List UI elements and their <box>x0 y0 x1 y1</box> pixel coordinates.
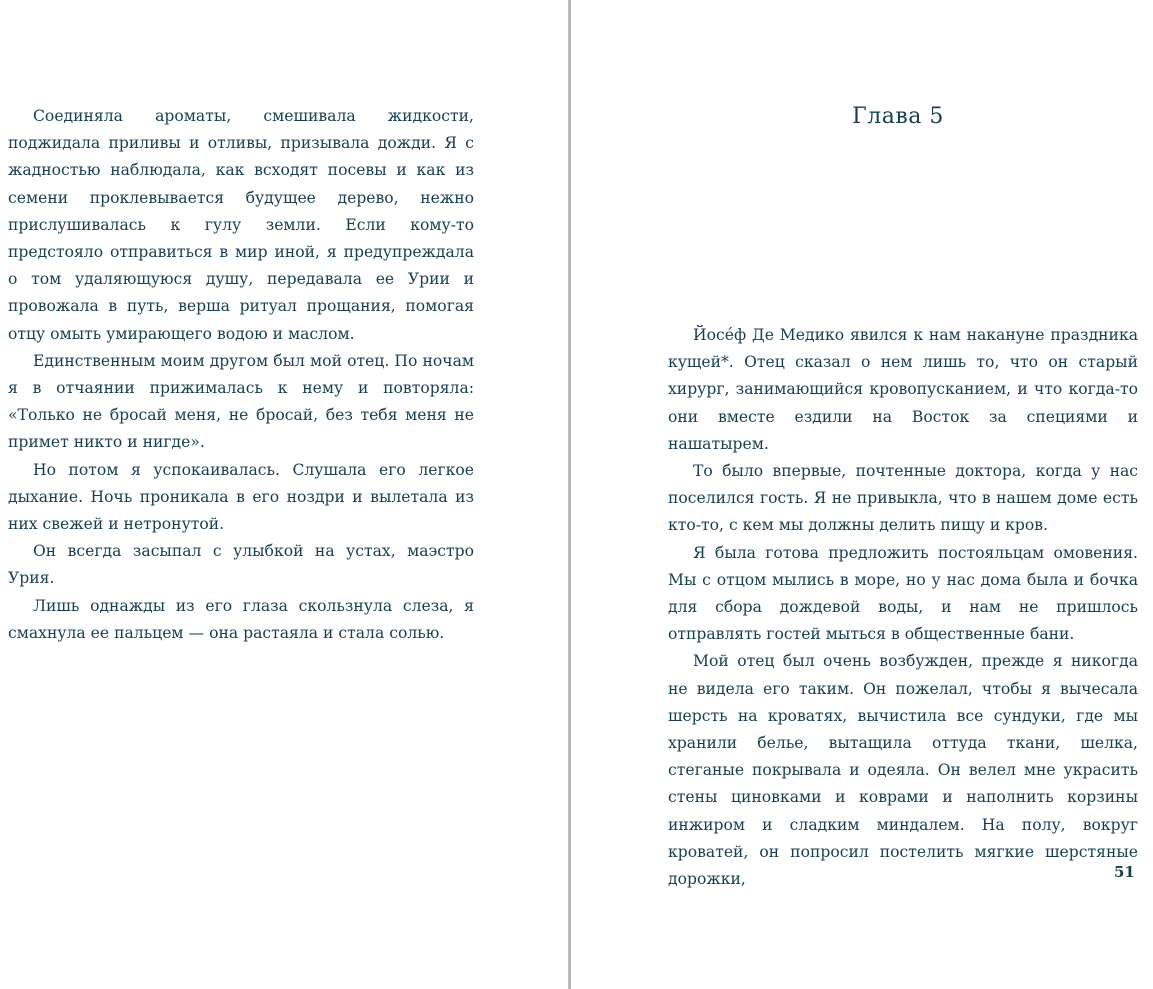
page-number: 51 <box>1114 863 1135 881</box>
paragraph: Йосéф Де Медико явился к нам накануне праздника кущей*. Отец сказал о нем лишь то, что он старый хирург, занимающийся кровопусканием, и что когда-то они вместе ездили на Восток за специями и нашатырем. <box>668 326 1138 453</box>
left-page <box>0 0 569 989</box>
paragraph: Но потом я успокаивалась. Слушала его легкое дыхание. Ночь проникала в его ноздри и вылетала из них свежей и нетронутой. <box>8 460 474 534</box>
paragraph: Единственным моим другом был мой отец. По ночам я в отчаянии прижималась к нему и повторяла: «Только не бросай меня, не бросай, без тебя меня не примет никто и нигде». <box>8 351 474 452</box>
right-page-text <box>668 322 1138 893</box>
paragraph: То было впервые, почтенные доктора, когда у нас поселился гость. Я не привыкла, что в нашем доме есть кто-то, с кем мы должны делить пищу и кров. <box>668 462 1138 535</box>
page-gutter-divider <box>568 0 571 989</box>
paragraph: Я была готова предложить постояльцам омовения. Мы с отцом мылись в море, но у нас дома была и бочка для сбора дождевой воды, и нам не пришлось отправлять гостей мыться в общественные бани. <box>668 543 1138 644</box>
paragraph: Он всегда засыпал с улыбкой на устах, маэстро Урия. <box>8 542 474 588</box>
right-page <box>572 0 1153 989</box>
chapter-title: Глава 5 <box>852 104 944 129</box>
paragraph: Лишь однажды из его глаза скользнула слеза, я смахнула ее пальцем — она растаяла и стала солью. <box>8 596 474 642</box>
paragraph: Соединяла ароматы, смешивала жидкости, поджидала приливы и отливы, призывала дожди. Я с жадностью наблюдала, как всходят посевы и как из семени проклевывается будущее дерево, нежно прислушивалась к гулу земли. Если кому-то предстояло отправиться в мир иной, я предупреждала о том удаляющуюся душу, передавала ее Урии и провожала в путь, верша ритуал прощания, помогая отцу омыть умирающего водою и маслом. <box>8 107 474 343</box>
paragraph: Мой отец был очень возбужден, прежде я никогда не видела его таким. Он пожелал, чтобы я вычесала шерсть на кроватях, вычистила все сундуки, где мы хранили белье, вытащила оттуда ткани, шелка, стеганые покрывала и одеяла. Он велел мне украсить стены циновками и коврами и наполнить корзины инжиром и сладким миндалем. На полу, вокруг кроватей, он попросил постелить мягкие шерстяные дорожки, <box>668 652 1138 889</box>
left-page-text <box>8 103 474 647</box>
